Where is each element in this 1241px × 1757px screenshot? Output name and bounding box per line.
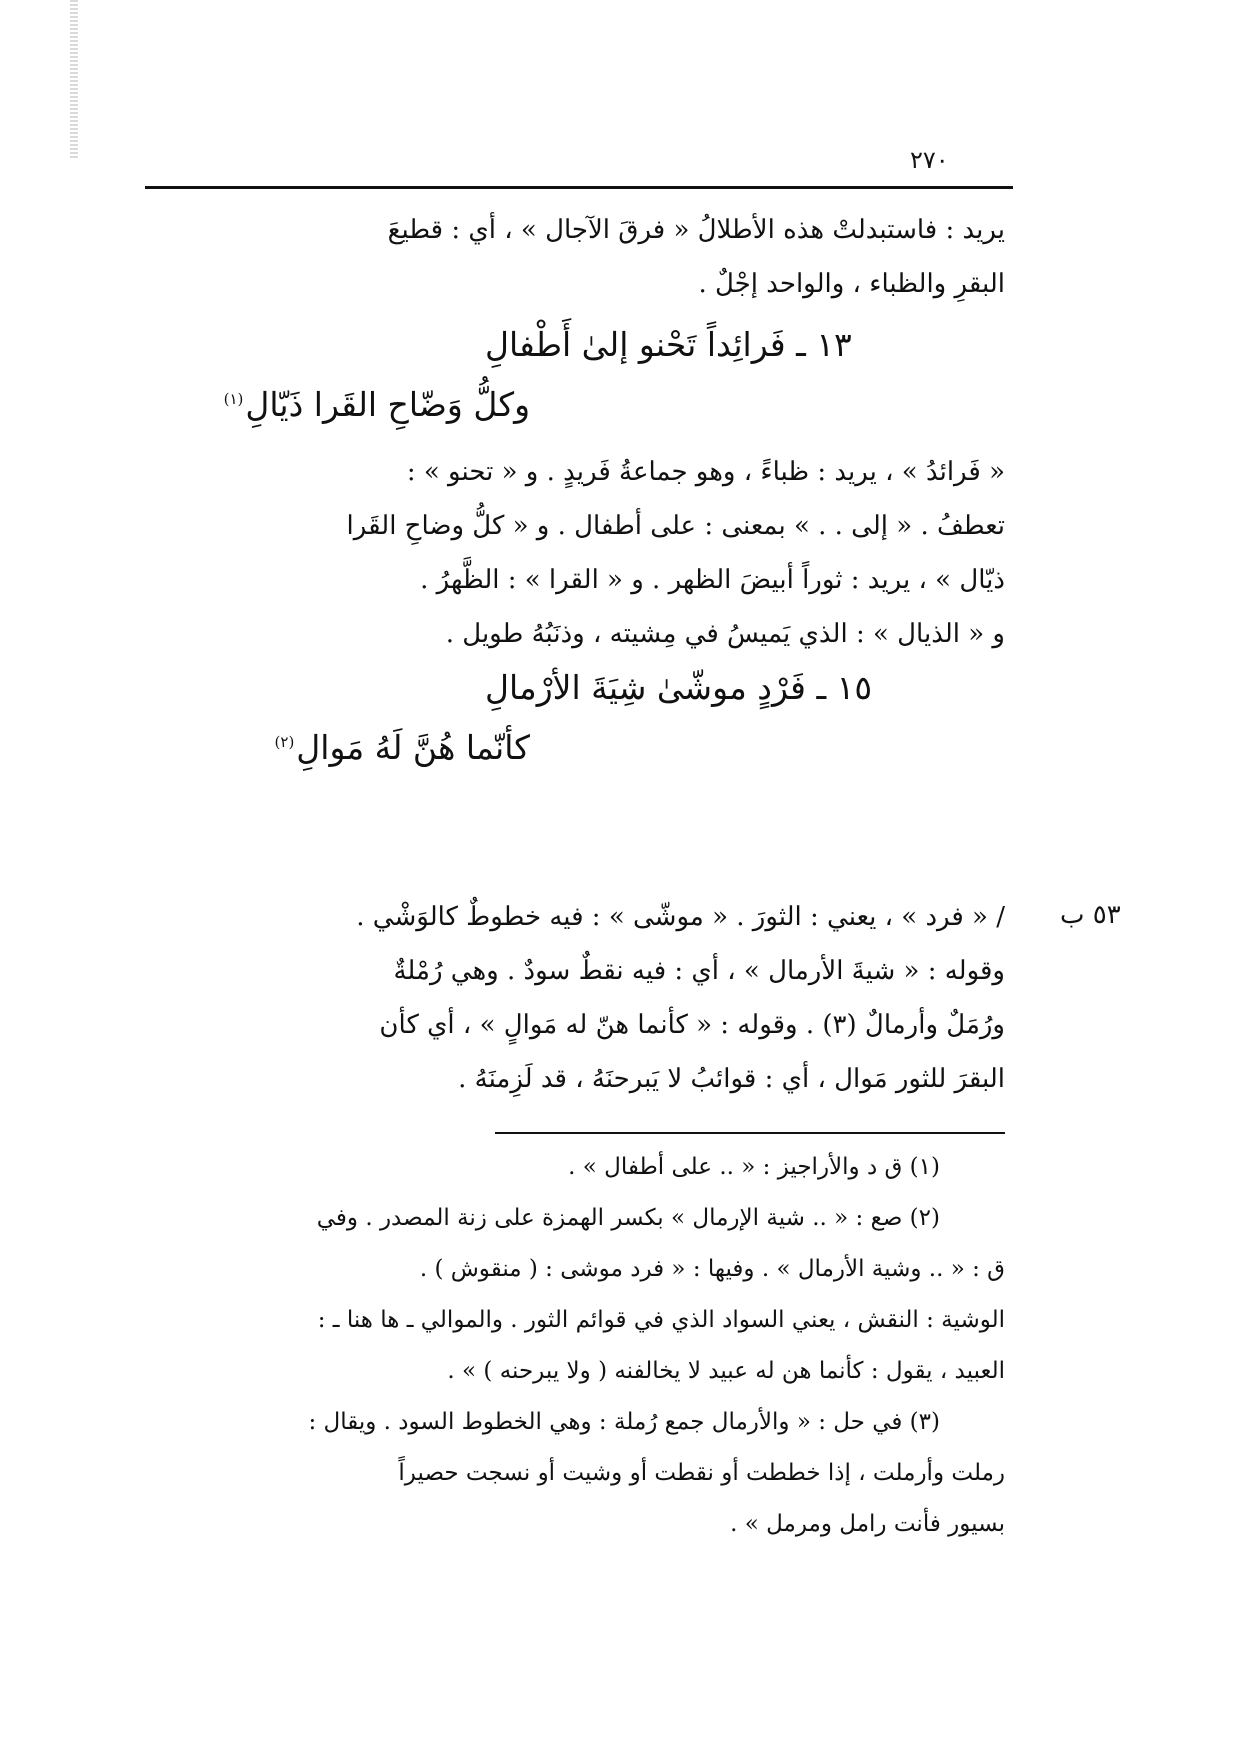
verse-text: كأنّما هُنَّ لَهُ مَوالِ <box>296 728 530 767</box>
verse-text: وكلُّ وَضّاحِ القَرا ذَيّالِ <box>245 385 530 424</box>
text-line: ذيّال » ، يريد : ثوراً أبيضَ الظهر . و « القرا » : الظَّهرُ . <box>420 565 1005 595</box>
text-line: وقوله : « شيةَ الأرمال » ، أي : فيه نقطٌ سودٌ . وهي رُمْلةٌ <box>393 956 1005 986</box>
footnote-marker: (٢) <box>274 733 295 751</box>
verse-15-line-1: ١٥ ـ فَرْدٍ موشّىٰ شِيَةَ الأرْمالِ <box>485 668 873 707</box>
intro-paragraph <box>150 203 1005 311</box>
text-line: و « الذيال » : الذي يَميسُ في مِشيته ، وذنَبُهُ طويل . <box>445 619 1005 649</box>
margin-folio-note: ٥٣ ب <box>1060 900 1121 930</box>
scan-edge-artifact <box>70 0 78 160</box>
footnote-line: العبيد ، يقول : كأنما هن له عبيد لا يخالفنه ( ولا يبرحنه ) » . <box>447 1358 1005 1384</box>
footnote-line: الوشية : النقش ، يعني السواد الذي في قوائم الثور . والموالي ـ ها هنا ـ : <box>317 1307 1005 1333</box>
text-line: / « فرد » ، يعني : الثورَ . « موشّى » : فيه خطوطٌ كالوَشْي . <box>356 902 1005 932</box>
footnote-line: ق : « .. وشية الأرمال » . وفيها : « فرد موشى : ( منقوش ) . <box>419 1256 1005 1282</box>
footnote-line: رملت وأرملت ، إذا خططت أو نقطت أو وشيت أو نسجت حصيراً <box>398 1460 1005 1486</box>
footnote-marker: (١) <box>223 390 244 408</box>
footnote-2: (٢) صع : « .. شية الإرمال » بكسر الهمزة على زنة المصدر . وفي <box>316 1205 940 1231</box>
footnote-3: (٣) في حل : « والأرمال جمع رُملة : وهي الخطوط السود . ويقال : <box>308 1409 940 1435</box>
text-line: ورُمَلٌ وأرمالٌ (٣) . وقوله : « كأنما هنّ له مَوالٍ » ، أي كأن <box>379 1010 1005 1040</box>
verse-13-line-1: ١٣ ـ فَرائِداً تَحْنو إلىٰ أَطْفالِ <box>485 325 852 364</box>
commentary-15 <box>150 890 1005 1106</box>
page-number: ٢٧٠ <box>910 146 949 174</box>
header-rule <box>145 186 1013 189</box>
footnote-1: (١) ق د والأراجيز : « .. على أطفال » . <box>568 1154 940 1180</box>
verse-15-line-2 <box>170 728 530 767</box>
text-line: البقرِ والظباء ، والواحد إجْلٌ . <box>698 269 1005 299</box>
text-line: تعطفُ . « إلى . . » بمعنى : على أطفال . و « كلُّ وضاحِ القَرا <box>346 511 1005 541</box>
footnote-line: بسيور فأنت رامل ومرمل » . <box>730 1511 1005 1537</box>
text-line: « فَرائدُ » ، يريد : ظباءً ، وهو جماعةُ فَريدٍ . و « تحنو » : <box>406 457 1005 487</box>
verse-13-line-2 <box>170 385 530 424</box>
footnotes <box>150 1142 1005 1550</box>
text-line: البقرَ للثور مَوال ، أي : قوائبُ لا يَبرحنَهُ ، قد لَزِمنَهُ . <box>458 1064 1005 1094</box>
footnote-rule <box>495 1132 1005 1134</box>
text-line: يريد : فاستبدلتْ هذه الأطلالُ « فرقَ الآجال » ، أي : قطيعَ <box>387 215 1005 245</box>
commentary-13 <box>150 445 1005 661</box>
